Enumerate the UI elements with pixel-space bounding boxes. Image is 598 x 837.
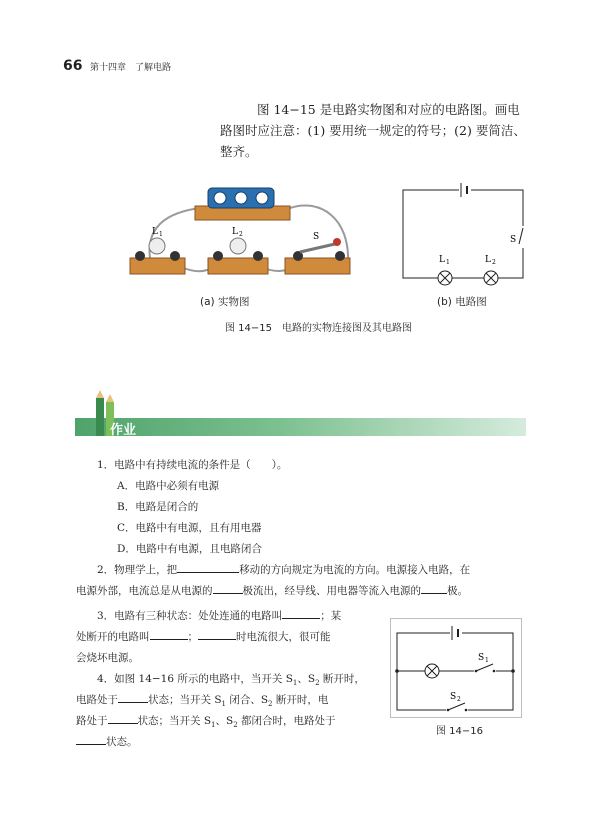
answer-blank [150,627,188,640]
question-2-line-1: 2．物理学上，把 移动的方向规定为电流的方向。电源接入电路，在 [97,560,470,581]
physical-circuit-photo [120,178,360,298]
question-4-line-1: 4．如图 14−16 所示的电路中，当开关 $S_1$、$S_2$ 断开时， [97,673,365,688]
svg-text:1: 1 [159,231,163,238]
question-3-line-2: 处断开的电路叫 ； 时电流很大，很可能 [76,627,331,648]
answer-blank [118,690,148,703]
figure-1416-caption: 图 14−16 [436,726,484,737]
svg-text:1: 1 [446,259,450,266]
knife-switch [300,244,335,252]
svg-text:2: 2 [457,696,461,703]
diagram-label-s: S [510,235,517,245]
label-s1: S [478,653,485,663]
svg-text:2: 2 [239,231,243,238]
homework-banner [75,418,526,436]
question-4-line-4: 状态。 [76,732,138,753]
circuit-diagram-1416 [390,618,522,718]
question-1-stem: 1．电路中有持续电流的条件是（ ）。 [97,459,288,471]
photo-label-l1: L [152,227,158,237]
diagram-label-l2: L [485,255,491,265]
answer-blank [108,711,138,724]
photo-caption: (a) 实物图 [200,296,250,308]
homework-title: 作业 [110,423,137,438]
figure-1415-caption: 图 14−15 电路的实物连接图及其电路图 [225,323,413,334]
question-3-line-1: 3．电路有三种状态：处处连通的电路叫 ；某 [97,606,341,627]
label-s2: S [450,692,457,702]
photo-label-l2: L [232,227,238,237]
photo-label-s: S [313,232,320,242]
svg-text:2: 2 [492,259,496,266]
answer-blank [213,581,243,594]
diagram-label-l1: L [439,255,445,265]
answer-blank [421,581,447,594]
answer-blank [198,627,236,640]
page-number: 66 [63,58,83,74]
circuit-diagram-1415 [395,178,530,293]
question-4-line-2: 电路处于 状态；当开关 $S_1$ 闭合、$S_2$ 断开时，电 [76,690,328,715]
question-1-option-d: D．电路中有电源，且电路闭合 [117,543,262,555]
question-1-option-c: C．电路中有电源，且有用电器 [117,522,262,534]
question-4-line-3: 路处于 状态；当开关 $S_1$、$S_2$ 都闭合时，电路处于 [76,711,336,736]
question-2-line-2: 电源外部，电流总是从电源的 极流出，经导线、用电器等流入电源的 极。 [76,581,468,602]
intro-paragraph: 图 14−15 是电路实物图和对应的电路图。画电路图时应注意：(1) 要用统一规定的符号；(2) 要简洁、整齐。 [220,102,526,159]
question-1-option-a: A．电路中必须有电源 [117,480,220,492]
answer-blank [76,732,106,745]
question-1-option-b: B．电路是闭合的 [117,501,199,513]
chapter-title: 第十四章 了解电路 [90,63,172,73]
answer-blank [177,560,239,573]
diagram-caption: (b) 电路图 [437,296,487,308]
svg-text:1: 1 [485,657,489,664]
answer-blank [282,606,320,619]
lamp-l2 [230,238,246,254]
lamp-l1 [149,238,165,254]
question-3-line-3: 会烧坏电源。 [76,652,139,664]
